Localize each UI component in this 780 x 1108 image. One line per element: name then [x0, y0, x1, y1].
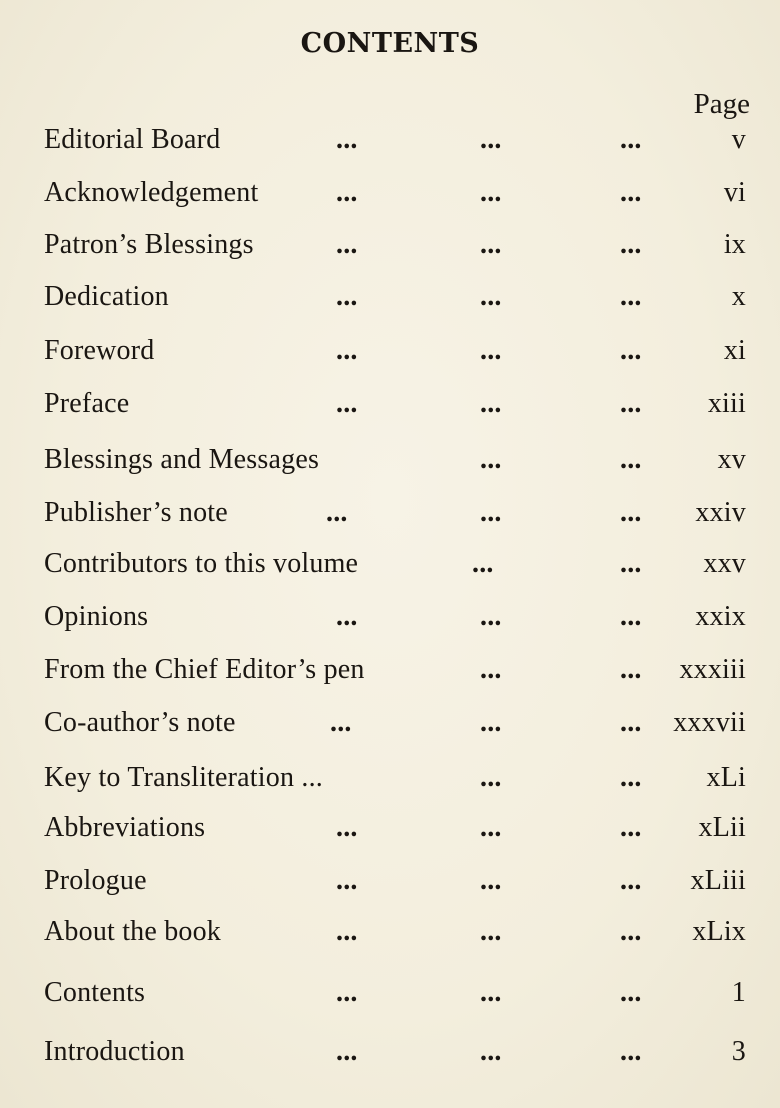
leader-dots: ...	[336, 177, 358, 208]
leader-dots: ...	[620, 1036, 642, 1067]
toc-entry-page: xxix	[695, 601, 746, 632]
leader-dots: ...	[336, 865, 358, 896]
toc-entry-page: vi	[723, 177, 746, 208]
toc-entry-label: Dedication	[44, 281, 169, 312]
toc-entry-page: 1	[731, 977, 746, 1008]
leader-dots: ...	[620, 762, 642, 793]
leader-dots: ...	[480, 654, 502, 685]
toc-entry-page: xxiv	[695, 497, 746, 528]
leader-dots: ...	[480, 388, 502, 419]
leader-dots: ...	[326, 497, 348, 528]
toc-entry-page: xxxvii	[673, 707, 746, 738]
toc-entry-label: Co-author’s note	[44, 707, 236, 738]
leader-dots: ...	[620, 335, 642, 366]
leader-dots: ...	[336, 229, 358, 260]
leader-dots: ...	[620, 281, 642, 312]
leader-dots: ...	[620, 497, 642, 528]
leader-dots: ...	[620, 444, 642, 475]
leader-dots: ...	[336, 124, 358, 155]
toc-entry	[0, 497, 780, 537]
toc-entry	[0, 281, 780, 321]
leader-dots: ...	[620, 916, 642, 947]
toc-entry-label: Contents	[44, 977, 146, 1008]
leader-dots: ...	[480, 707, 502, 738]
leader-dots: ...	[620, 601, 642, 632]
leader-dots: ...	[620, 177, 642, 208]
toc-entry-page: ix	[723, 229, 746, 260]
toc-entry-label: About the book	[44, 916, 222, 947]
leader-dots: ...	[620, 548, 642, 579]
toc-entry-page: xv	[717, 444, 746, 475]
toc-entry-label: Publisher’s note	[44, 497, 228, 528]
toc-entry-page: xLix	[692, 916, 746, 947]
leader-dots: ...	[336, 977, 358, 1008]
toc-entry	[0, 916, 780, 956]
leader-dots: ...	[480, 1036, 502, 1067]
leader-dots: ...	[620, 388, 642, 419]
toc-entry	[0, 812, 780, 852]
leader-dots: ...	[620, 124, 642, 155]
toc-entry	[0, 601, 780, 641]
leader-dots: ...	[330, 707, 352, 738]
leader-dots: ...	[620, 229, 642, 260]
leader-dots: ...	[480, 229, 502, 260]
toc-entry-label: Abbreviations	[44, 812, 206, 843]
toc-entry-page: xLiii	[690, 865, 746, 896]
toc-entry	[0, 335, 780, 375]
leader-dots: ...	[620, 812, 642, 843]
leader-dots: ...	[480, 812, 502, 843]
toc-entry	[0, 229, 780, 269]
toc-entry-label: From the Chief Editor’s pen	[44, 654, 365, 685]
toc-entry-label: Editorial Board	[44, 124, 221, 155]
leader-dots: ...	[336, 388, 358, 419]
leader-dots: ...	[336, 1036, 358, 1067]
toc-entry	[0, 654, 780, 694]
toc-entry	[0, 124, 780, 164]
leader-dots: ...	[336, 601, 358, 632]
toc-entry	[0, 762, 780, 802]
leader-dots: ...	[620, 865, 642, 896]
toc-entry-page: xi	[723, 335, 746, 366]
leader-dots: ...	[336, 335, 358, 366]
toc-entry-label: Contributors to this volume	[44, 548, 359, 579]
toc-entry	[0, 388, 780, 428]
toc-entry	[0, 977, 780, 1017]
leader-dots: ...	[480, 335, 502, 366]
leader-dots: ...	[480, 601, 502, 632]
leader-dots: ...	[336, 281, 358, 312]
toc-entry-label: Prologue	[44, 865, 147, 896]
toc-entry-page: x	[731, 281, 746, 312]
toc-entry-page: xLi	[706, 762, 746, 793]
toc-entry-label: Foreword	[44, 335, 155, 366]
toc-entry-page: xiii	[707, 388, 746, 419]
toc-entry-page: xxv	[703, 548, 746, 579]
leader-dots: ...	[480, 444, 502, 475]
leader-dots: ...	[480, 762, 502, 793]
leader-dots: ...	[480, 124, 502, 155]
leader-dots: ...	[480, 177, 502, 208]
toc-entry	[0, 177, 780, 217]
page-title: CONTENTS	[300, 28, 480, 59]
toc-entry-label: Acknowledgement	[44, 177, 259, 208]
toc-entry	[0, 548, 780, 588]
toc-entry-page: xLii	[698, 812, 746, 843]
leader-dots: ...	[480, 281, 502, 312]
toc-entry-label: Key to Transliteration ...	[44, 762, 323, 793]
toc-entry-label: Preface	[44, 388, 130, 419]
leader-dots: ...	[620, 654, 642, 685]
leader-dots: ...	[480, 865, 502, 896]
toc-entry-page: v	[731, 124, 746, 155]
page-column-header: Page	[693, 88, 750, 120]
toc-entry	[0, 1036, 780, 1076]
toc-entry-label: Opinions	[44, 601, 149, 632]
toc-entry	[0, 444, 780, 484]
toc-entry	[0, 865, 780, 905]
leader-dots: ...	[620, 707, 642, 738]
toc-entry-label: Patron’s Blessings	[44, 229, 254, 260]
toc-entry-label: Introduction	[44, 1036, 185, 1067]
leader-dots: ...	[336, 812, 358, 843]
leader-dots: ...	[620, 977, 642, 1008]
leader-dots: ...	[480, 497, 502, 528]
toc-entry-page: xxxiii	[679, 654, 746, 685]
toc-entry-page: 3	[731, 1036, 746, 1067]
leader-dots: ...	[472, 548, 494, 579]
leader-dots: ...	[336, 916, 358, 947]
leader-dots: ...	[480, 916, 502, 947]
leader-dots: ...	[480, 977, 502, 1008]
toc-entry-label: Blessings and Messages	[44, 444, 320, 475]
toc-entry	[0, 707, 780, 747]
